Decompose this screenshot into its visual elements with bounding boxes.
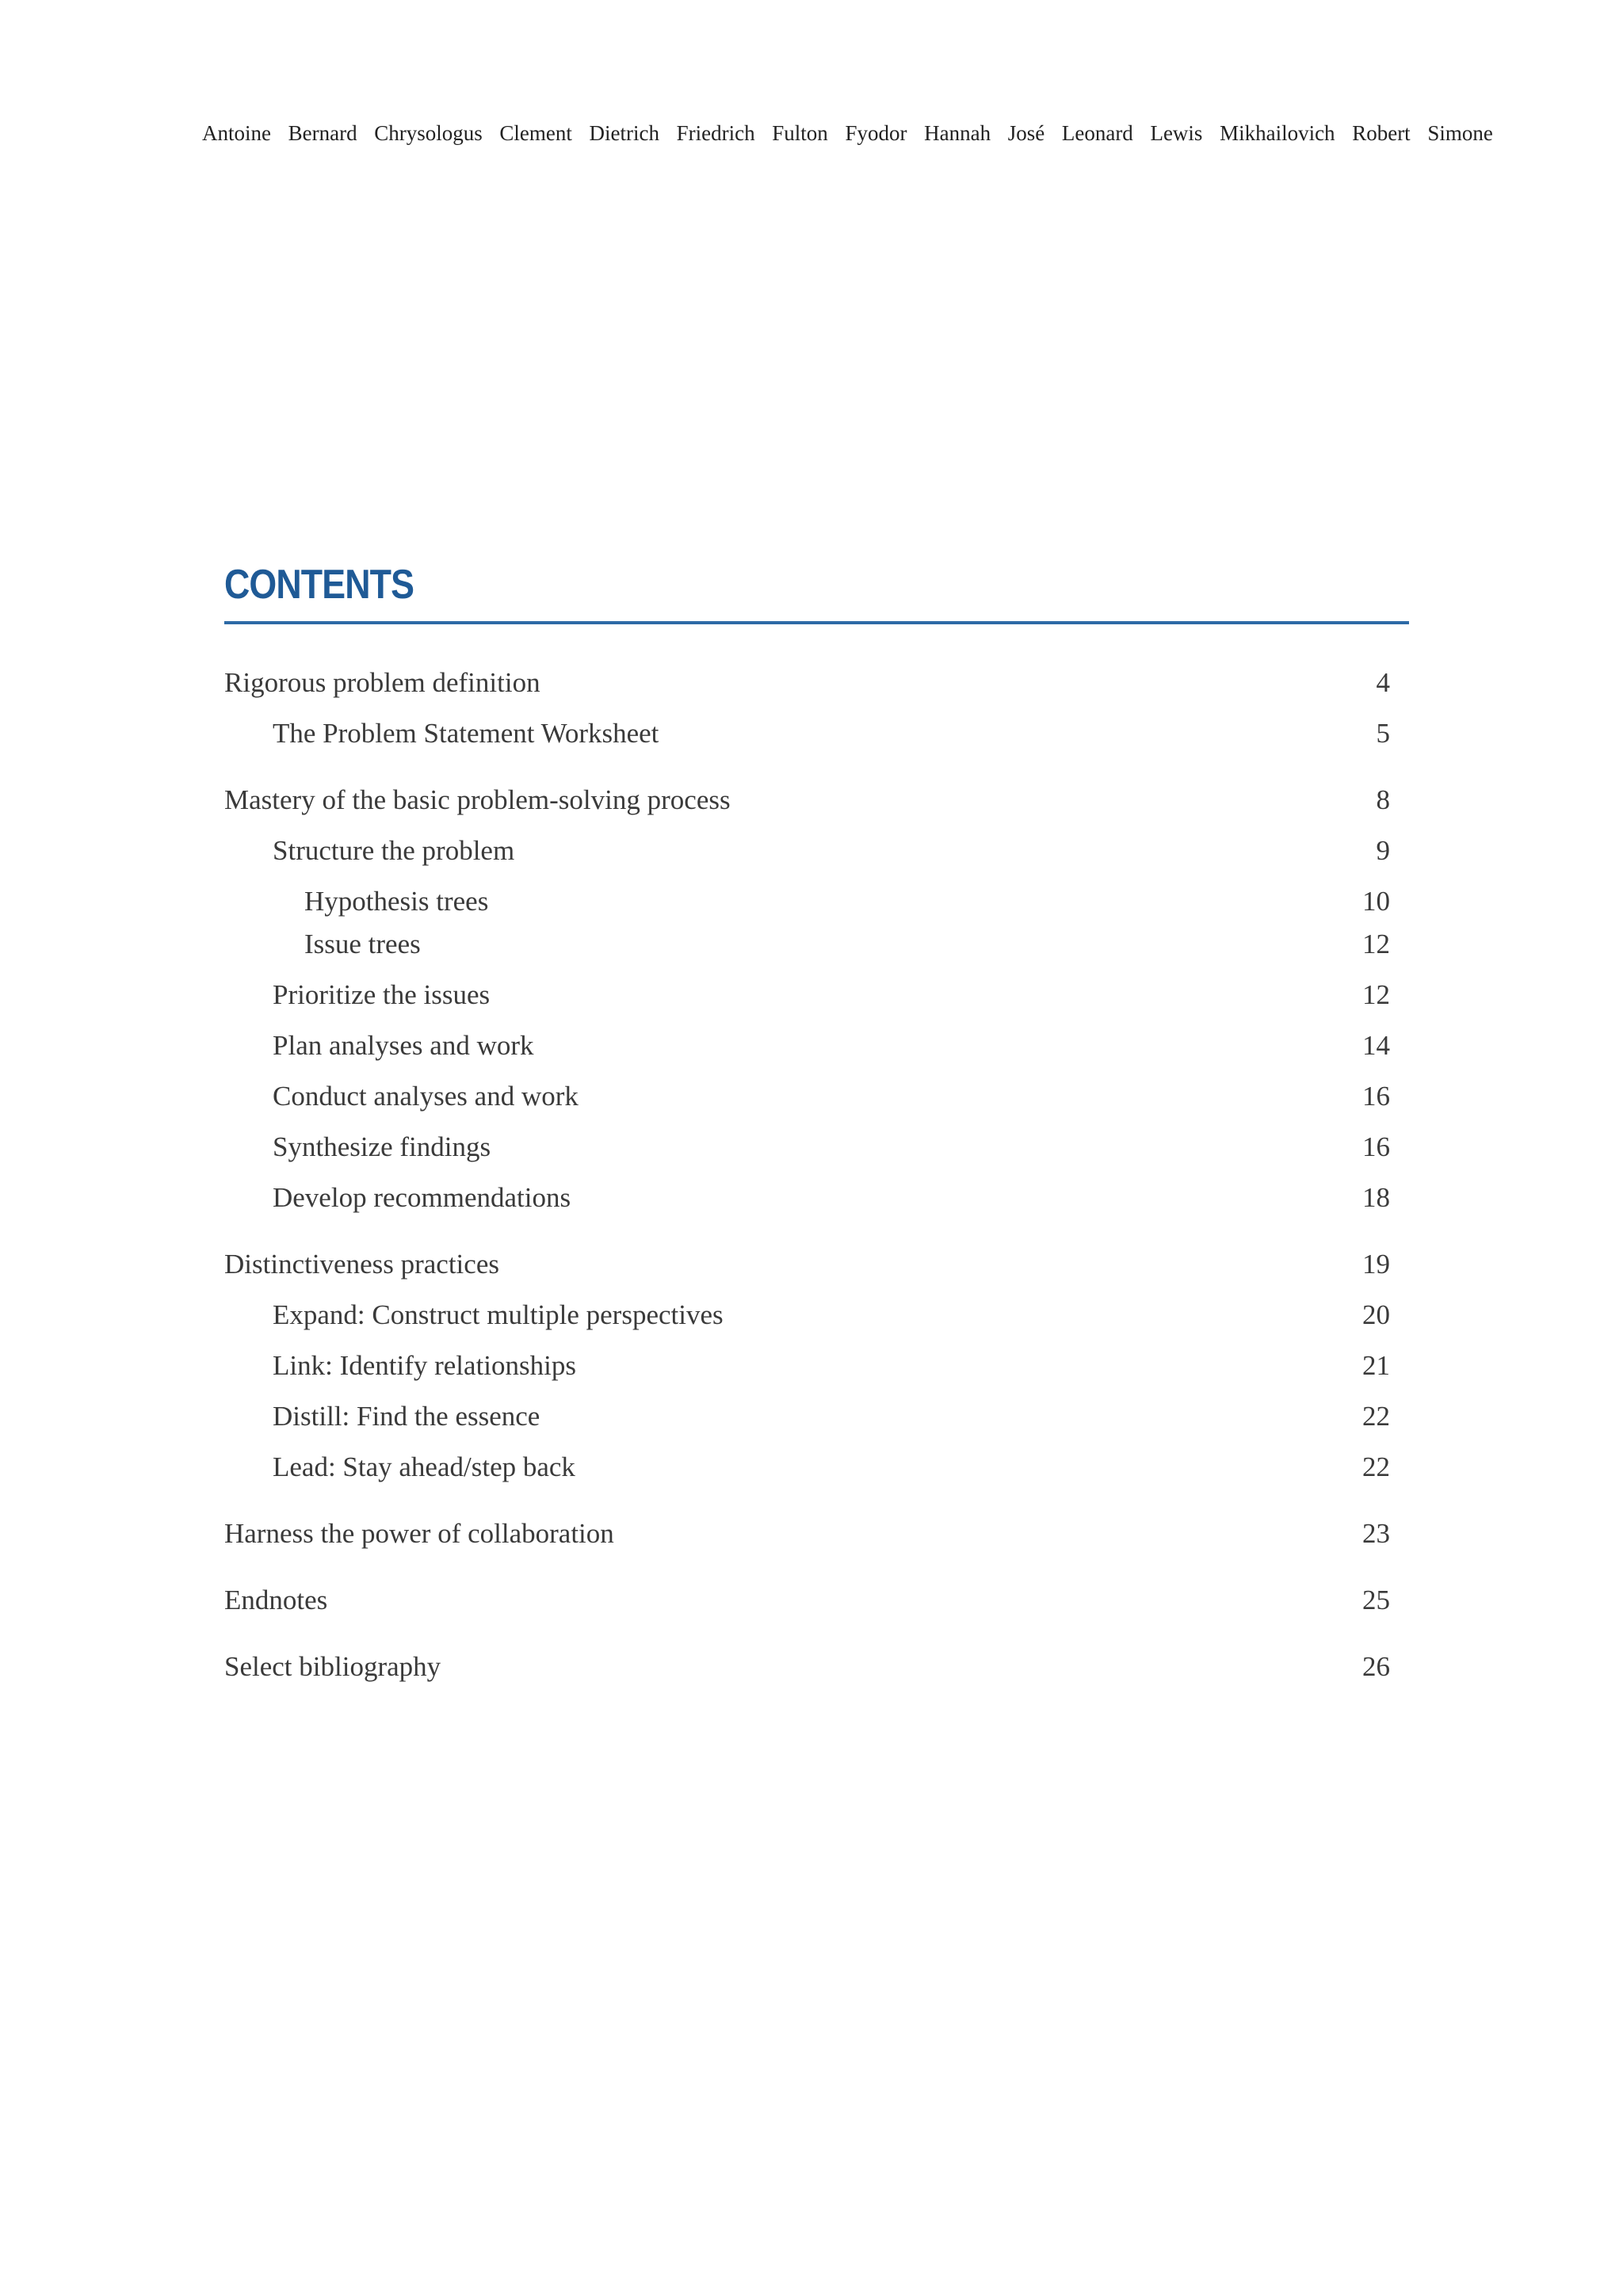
toc-entry-page: 10 (1362, 886, 1390, 917)
toc-entry-page: 21 (1362, 1350, 1390, 1381)
toc-entry[interactable] (0, 780, 1395, 820)
toc-entry[interactable] (0, 1581, 1395, 1620)
header-name: José (1007, 120, 1045, 145)
toc-entry-page: 22 (1362, 1451, 1390, 1482)
toc-entry-page: 22 (1362, 1401, 1390, 1432)
header-name: Antoine (202, 120, 271, 145)
toc-entry-label: Conduct analyses and work (273, 1081, 579, 1112)
header-name: Lewis (1150, 120, 1203, 145)
toc-entry-page: 8 (1376, 784, 1390, 815)
toc-entry-label: Develop recommendations (273, 1182, 571, 1213)
toc-entry[interactable] (0, 1447, 1395, 1487)
contents-divider (224, 621, 1409, 624)
header-name: Hannah (924, 120, 991, 145)
toc-entry[interactable] (0, 831, 1395, 871)
toc-entry-label: The Problem Statement Worksheet (273, 718, 659, 749)
toc-entry-label: Prioritize the issues (273, 979, 491, 1010)
toc-entry-label: Hypothesis trees (304, 886, 489, 917)
header-name: Robert (1352, 120, 1411, 145)
header-name: Fulton (772, 120, 828, 145)
toc-entry[interactable] (0, 1178, 1395, 1218)
toc-entry[interactable] (0, 882, 1395, 921)
toc-entry[interactable] (0, 1026, 1395, 1066)
toc-entry-page: 16 (1362, 1131, 1390, 1162)
toc-entry[interactable] (0, 975, 1395, 1015)
toc-entry[interactable] (0, 663, 1395, 703)
toc-entry-label: Rigorous problem definition (224, 667, 540, 698)
toc-entry-label: Distinctiveness practices (224, 1249, 499, 1280)
contents-title: CONTENTS (224, 562, 414, 608)
header-name: Bernard (288, 120, 357, 145)
toc-entry-page: 25 (1362, 1585, 1390, 1615)
toc-entry-label: Harness the power of collaboration (224, 1518, 614, 1549)
toc-entry-page: 5 (1376, 718, 1390, 749)
toc-entry-page: 26 (1362, 1651, 1390, 1682)
toc-entry[interactable] (0, 1127, 1395, 1167)
header-name: Fyodor (845, 120, 907, 145)
toc-entry-page: 23 (1362, 1518, 1390, 1549)
toc-entry-label: Distill: Find the essence (273, 1401, 540, 1432)
toc-entry-page: 18 (1362, 1182, 1390, 1213)
toc-entry-page: 4 (1376, 667, 1390, 698)
toc-entry[interactable] (0, 1077, 1395, 1116)
toc-entry-label: Synthesize findings (273, 1131, 491, 1162)
toc-entry[interactable] (0, 1397, 1395, 1436)
toc-entry[interactable] (0, 714, 1395, 753)
toc-entry-label: Plan analyses and work (273, 1030, 534, 1061)
toc-entry-label: Endnotes (224, 1585, 328, 1615)
toc-entry-label: Link: Identify relationships (273, 1350, 576, 1381)
toc-entry[interactable] (0, 1514, 1395, 1554)
header-name: Mikhailovich (1220, 120, 1335, 145)
header-names (202, 117, 1493, 149)
toc-entry-page: 12 (1362, 979, 1390, 1010)
toc-entry-page: 14 (1362, 1030, 1390, 1061)
header-name: Dietrich (589, 120, 660, 145)
toc-entry-label: Issue trees (304, 929, 421, 959)
toc-entry-page: 12 (1362, 929, 1390, 959)
toc-entry-label: Select bibliography (224, 1651, 441, 1682)
toc-entry[interactable] (0, 925, 1395, 964)
toc-entry-label: Structure the problem (273, 835, 515, 866)
header-name: Leonard (1061, 120, 1133, 145)
toc-entry-label: Mastery of the basic problem-solving process (224, 784, 731, 815)
toc-entry-page: 16 (1362, 1081, 1390, 1112)
toc-entry-page: 19 (1362, 1249, 1390, 1280)
toc-entry[interactable] (0, 1245, 1395, 1284)
toc-entry-label: Lead: Stay ahead/step back (273, 1451, 575, 1482)
header-name: Clement (499, 120, 572, 145)
header-name: Friedrich (676, 120, 755, 145)
toc-entry[interactable] (0, 1346, 1395, 1386)
toc-entry-label: Expand: Construct multiple perspectives (273, 1299, 724, 1330)
toc-entry-page: 20 (1362, 1299, 1390, 1330)
toc-entry[interactable] (0, 1647, 1395, 1687)
header-name: Chrysologus (374, 120, 483, 145)
toc-entry[interactable] (0, 1295, 1395, 1335)
toc-entry-page: 9 (1376, 835, 1390, 866)
header-name: Simone (1427, 120, 1493, 145)
